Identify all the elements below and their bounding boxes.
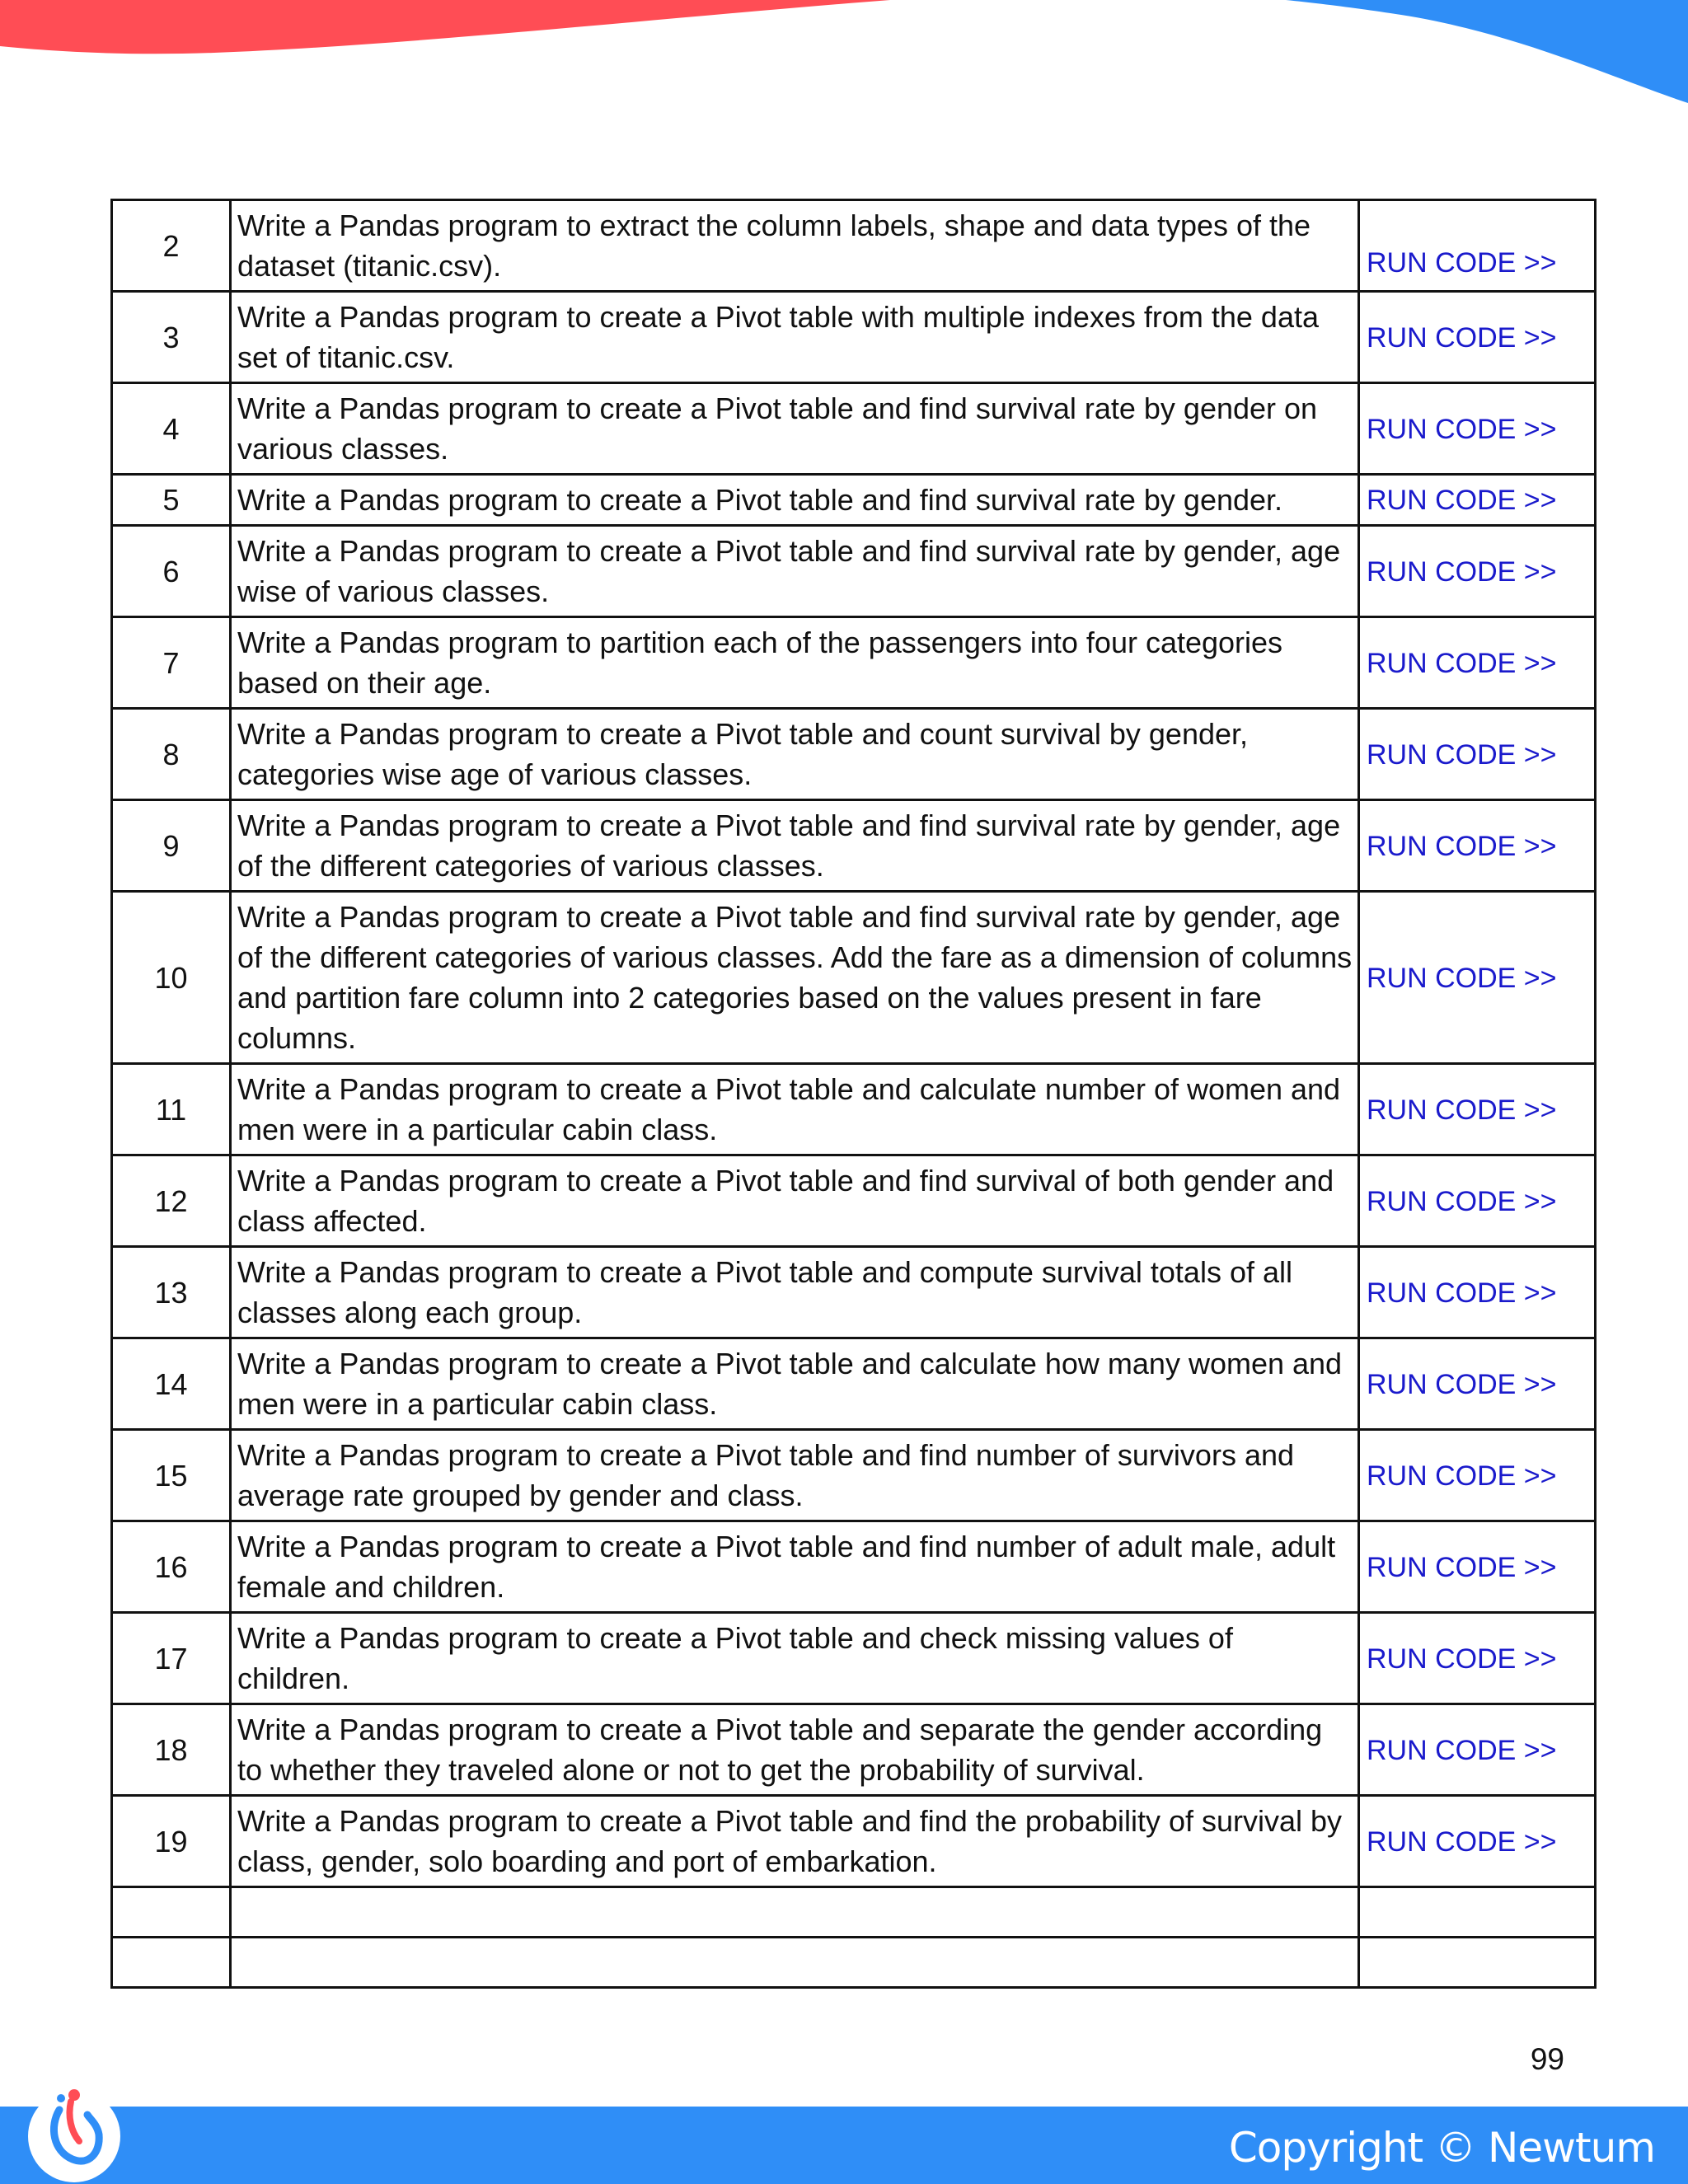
header-wave-decoration xyxy=(0,0,1688,115)
run-code-cell xyxy=(1359,1613,1596,1704)
exercise-description: Write a Pandas program to create a Pivot table and compute survival totals of all classes along each group. xyxy=(231,1247,1359,1338)
run-code-cell xyxy=(1359,1247,1596,1338)
blue-wave xyxy=(1286,0,1688,103)
exercise-description: Write a Pandas program to extract the column labels, shape and data types of the dataset (titanic.csv). xyxy=(231,200,1359,292)
run-code-link[interactable]: RUN CODE >> xyxy=(1367,555,1557,588)
exercise-number: 15 xyxy=(112,1430,231,1521)
run-code-link[interactable]: RUN CODE >> xyxy=(1367,1825,1557,1858)
newtum-logo-icon xyxy=(25,2077,124,2184)
empty-table-row xyxy=(112,1938,1596,1988)
table-row xyxy=(112,1521,1596,1613)
exercise-number: 9 xyxy=(112,800,231,892)
run-code-cell xyxy=(1359,1338,1596,1430)
table-row xyxy=(112,892,1596,1064)
exercise-number: 14 xyxy=(112,1338,231,1430)
table-row xyxy=(112,1064,1596,1155)
run-code-link[interactable]: RUN CODE >> xyxy=(1367,962,1557,994)
run-code-cell xyxy=(1359,709,1596,800)
table-row xyxy=(112,292,1596,383)
exercise-table-body xyxy=(112,200,1596,1988)
run-code-link[interactable]: RUN CODE >> xyxy=(1367,830,1557,862)
exercise-description: Write a Pandas program to create a Pivot table and find survival of both gender and class affected. xyxy=(231,1155,1359,1247)
exercise-table xyxy=(110,199,1597,1989)
empty-cell xyxy=(1359,1887,1596,1938)
run-code-link[interactable]: RUN CODE >> xyxy=(1367,413,1557,445)
exercise-description: Write a Pandas program to create a Pivot table and find survival rate by gender. xyxy=(231,475,1359,526)
exercise-description: Write a Pandas program to create a Pivot table and find number of survivors and average rate grouped by gender and class. xyxy=(231,1430,1359,1521)
run-code-link[interactable]: RUN CODE >> xyxy=(1367,321,1557,354)
page-number: 99 xyxy=(1530,2042,1564,2076)
table-row xyxy=(112,617,1596,709)
red-wave xyxy=(0,0,890,54)
exercise-description: Write a Pandas program to create a Pivot table and find number of adult male, adult female and children. xyxy=(231,1521,1359,1613)
exercise-description: Write a Pandas program to create a Pivot table and find the probability of survival by class, gender, solo boarding and port of embarkation. xyxy=(231,1796,1359,1887)
run-code-link[interactable]: RUN CODE >> xyxy=(1367,1643,1557,1675)
table-row xyxy=(112,800,1596,892)
empty-cell xyxy=(1359,1938,1596,1988)
exercise-number: 3 xyxy=(112,292,231,383)
exercise-description: Write a Pandas program to create a Pivot table and separate the gender according to whether they traveled alone or not to get the probability of survival. xyxy=(231,1704,1359,1796)
exercise-number: 19 xyxy=(112,1796,231,1887)
exercise-description: Write a Pandas program to create a Pivot table and find survival rate by gender, age of the different categories of various classes. xyxy=(231,800,1359,892)
table-row xyxy=(112,1704,1596,1796)
run-code-cell xyxy=(1359,892,1596,1064)
exercise-number: 4 xyxy=(112,383,231,475)
exercise-description: Write a Pandas program to create a Pivot table and check missing values of children. xyxy=(231,1613,1359,1704)
table-row xyxy=(112,1155,1596,1247)
exercise-number: 5 xyxy=(112,475,231,526)
empty-cell xyxy=(231,1938,1359,1988)
run-code-link[interactable]: RUN CODE >> xyxy=(1367,485,1557,516)
run-code-cell xyxy=(1359,1704,1596,1796)
run-code-cell xyxy=(1359,617,1596,709)
exercise-description: Write a Pandas program to create a Pivot table and calculate number of women and men were in a particular cabin class. xyxy=(231,1064,1359,1155)
run-code-cell xyxy=(1359,475,1596,526)
table-row xyxy=(112,1796,1596,1887)
run-code-link[interactable]: RUN CODE >> xyxy=(1367,1185,1557,1217)
exercise-description: Write a Pandas program to create a Pivot table and calculate how many women and men were in a particular cabin class. xyxy=(231,1338,1359,1430)
table-row xyxy=(112,200,1596,292)
run-code-link[interactable]: RUN CODE >> xyxy=(1367,1734,1557,1766)
run-code-cell xyxy=(1359,383,1596,475)
table-row xyxy=(112,383,1596,475)
run-code-cell xyxy=(1359,292,1596,383)
run-code-cell xyxy=(1359,1796,1596,1887)
run-code-link[interactable]: RUN CODE >> xyxy=(1367,647,1557,679)
run-code-cell xyxy=(1359,1155,1596,1247)
exercise-number: 8 xyxy=(112,709,231,800)
run-code-cell xyxy=(1359,1064,1596,1155)
run-code-link[interactable]: RUN CODE >> xyxy=(1367,247,1557,279)
run-code-link[interactable]: RUN CODE >> xyxy=(1367,1094,1557,1126)
table-row xyxy=(112,1613,1596,1704)
run-code-link[interactable]: RUN CODE >> xyxy=(1367,1460,1557,1492)
exercise-number: 16 xyxy=(112,1521,231,1613)
exercise-number: 17 xyxy=(112,1613,231,1704)
exercise-number: 11 xyxy=(112,1064,231,1155)
empty-table-row xyxy=(112,1887,1596,1938)
exercise-description: Write a Pandas program to create a Pivot table and find survival rate by gender, age of the different categories of various classes. Add the fare as a dimension of columns and partition fare column into 2 categories based on the values present in fare columns. xyxy=(231,892,1359,1064)
table-row xyxy=(112,709,1596,800)
exercise-number: 6 xyxy=(112,526,231,617)
empty-cell xyxy=(231,1887,1359,1938)
exercise-description: Write a Pandas program to create a Pivot table and find survival rate by gender on various classes. xyxy=(231,383,1359,475)
run-code-link[interactable]: RUN CODE >> xyxy=(1367,1277,1557,1309)
run-code-cell xyxy=(1359,200,1596,292)
table-row xyxy=(112,1247,1596,1338)
empty-cell xyxy=(112,1887,231,1938)
copyright-text: Copyright © Newtum xyxy=(1228,2124,1655,2172)
exercise-number: 7 xyxy=(112,617,231,709)
run-code-link[interactable]: RUN CODE >> xyxy=(1367,738,1557,771)
run-code-cell xyxy=(1359,1521,1596,1613)
exercise-description: Write a Pandas program to create a Pivot table and find survival rate by gender, age wise of various classes. xyxy=(231,526,1359,617)
exercise-number: 13 xyxy=(112,1247,231,1338)
exercise-number: 12 xyxy=(112,1155,231,1247)
exercise-number: 2 xyxy=(112,200,231,292)
table-row xyxy=(112,1430,1596,1521)
exercise-number: 18 xyxy=(112,1704,231,1796)
table-row xyxy=(112,1338,1596,1430)
run-code-link[interactable]: RUN CODE >> xyxy=(1367,1551,1557,1583)
exercise-description: Write a Pandas program to partition each of the passengers into four categories based on their age. xyxy=(231,617,1359,709)
run-code-link[interactable]: RUN CODE >> xyxy=(1367,1368,1557,1400)
table-row xyxy=(112,526,1596,617)
empty-cell xyxy=(112,1938,231,1988)
exercise-description: Write a Pandas program to create a Pivot table and count survival by gender, categories wise age of various classes. xyxy=(231,709,1359,800)
table-row xyxy=(112,475,1596,526)
exercise-description: Write a Pandas program to create a Pivot table with multiple indexes from the data set of titanic.csv. xyxy=(231,292,1359,383)
exercise-number: 10 xyxy=(112,892,231,1064)
run-code-cell xyxy=(1359,800,1596,892)
run-code-cell xyxy=(1359,1430,1596,1521)
run-code-cell xyxy=(1359,526,1596,617)
